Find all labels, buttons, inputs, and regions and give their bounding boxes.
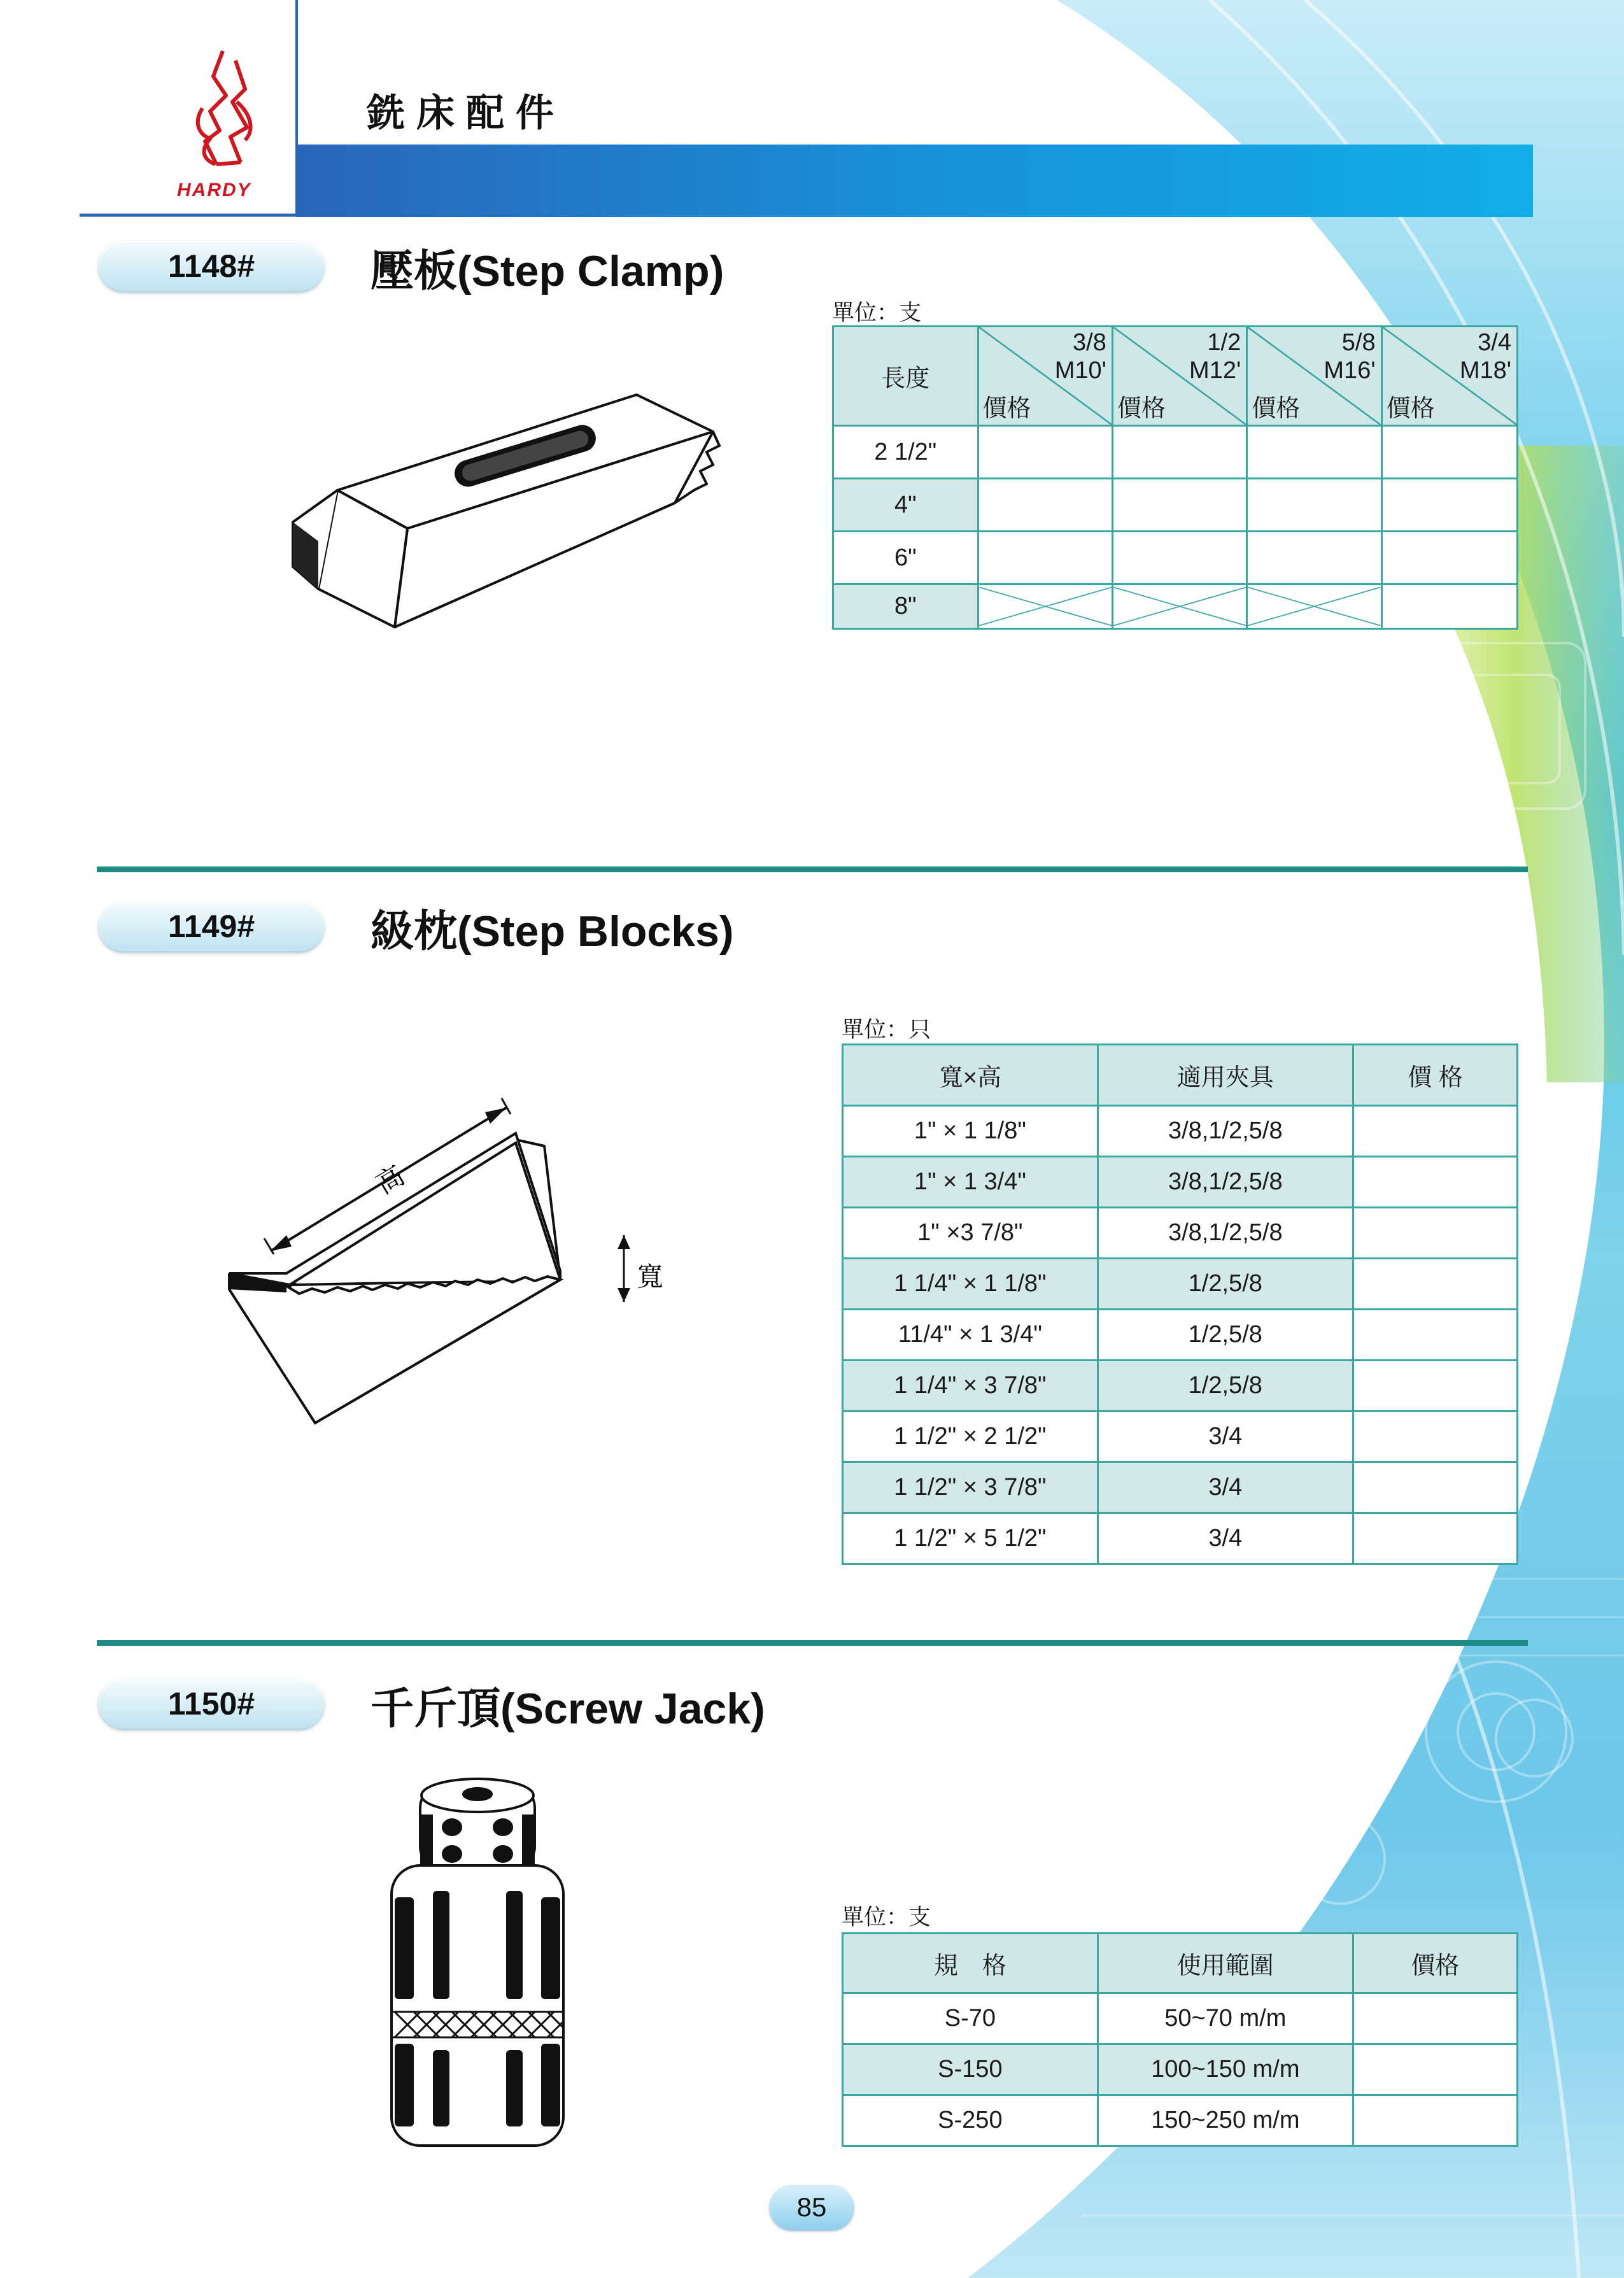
screw-jack-illustration bbox=[382, 1770, 573, 2158]
row-length: 6" bbox=[833, 532, 978, 584]
price-cell bbox=[1112, 426, 1246, 479]
section-title-step-clamp: 壓板(Step Clamp) bbox=[371, 247, 724, 295]
unavailable-cell bbox=[1112, 584, 1246, 629]
cell-size: 1" × 1 3/4" bbox=[843, 1157, 1098, 1208]
cell-price bbox=[1353, 1411, 1517, 1462]
price-cell bbox=[1381, 479, 1517, 532]
step-clamp-table bbox=[832, 325, 1518, 630]
table-row bbox=[843, 2095, 1518, 2146]
section-badge-1149: 1149# bbox=[99, 902, 324, 951]
table-row bbox=[843, 1513, 1518, 1564]
cell-size: 1 1/4" × 3 7/8" bbox=[843, 1361, 1098, 1411]
cell-clamp: 3/4 bbox=[1098, 1411, 1353, 1462]
table-row bbox=[843, 1208, 1518, 1259]
step-blocks-table bbox=[842, 1043, 1518, 1565]
table-row bbox=[843, 1259, 1518, 1310]
unit-label-1148: 單位：支 bbox=[832, 301, 922, 325]
cell-clamp: 1/2,5/8 bbox=[1098, 1361, 1353, 1411]
table-row bbox=[833, 584, 1518, 629]
price-cell bbox=[1247, 426, 1381, 479]
price-cell bbox=[1247, 532, 1381, 584]
price-cell bbox=[1381, 532, 1517, 584]
cell-price bbox=[1353, 1462, 1517, 1513]
cell-price bbox=[1353, 2044, 1517, 2095]
cell-range: 100~150 m/m bbox=[1098, 2044, 1353, 2095]
cell-clamp: 3/8,1/2,5/8 bbox=[1098, 1106, 1353, 1157]
cell-size: 1" × 1 1/8" bbox=[843, 1106, 1098, 1157]
cell-size: 1 1/4" × 1 1/8" bbox=[843, 1259, 1098, 1310]
header-width-height: 寬×高 bbox=[843, 1045, 1098, 1106]
table-row bbox=[843, 2044, 1518, 2095]
section-badge-1148: 1148# bbox=[99, 241, 324, 291]
step-blocks-illustration bbox=[216, 1082, 700, 1439]
table-row bbox=[843, 1361, 1518, 1411]
table-row bbox=[833, 426, 1518, 479]
price-cell bbox=[1381, 584, 1517, 629]
price-cell bbox=[978, 479, 1112, 532]
section-divider bbox=[97, 1640, 1528, 1646]
page-title: 銑床配件 bbox=[367, 91, 565, 136]
cell-clamp: 3/8,1/2,5/8 bbox=[1098, 1157, 1353, 1208]
cell-price bbox=[1353, 1361, 1517, 1411]
section-title-screw-jack: 千斤頂(Screw Jack) bbox=[371, 1685, 765, 1733]
cell-clamp: 3/8,1/2,5/8 bbox=[1098, 1208, 1353, 1259]
table-row bbox=[833, 479, 1518, 532]
cell-price bbox=[1353, 1310, 1517, 1361]
logo-text: HARDY bbox=[177, 180, 251, 201]
cell-spec: S-150 bbox=[843, 2044, 1098, 2095]
table-row bbox=[843, 1310, 1518, 1361]
row-length: 2 1/2" bbox=[833, 426, 978, 479]
table-row bbox=[843, 1411, 1518, 1462]
cell-size: 1 1/2" × 3 7/8" bbox=[843, 1462, 1098, 1513]
header-size-3-8: 3/8 M10' 價格 bbox=[978, 327, 1112, 426]
cell-price bbox=[1353, 1993, 1517, 2044]
cell-clamp: 1/2,5/8 bbox=[1098, 1259, 1353, 1310]
cell-range: 50~70 m/m bbox=[1098, 1993, 1353, 2044]
step-clamp-illustration bbox=[280, 382, 726, 637]
cell-price bbox=[1353, 1259, 1517, 1310]
cell-spec: S-250 bbox=[843, 2095, 1098, 2146]
header-spec: 規 格 bbox=[843, 1934, 1098, 1993]
cell-price bbox=[1353, 2095, 1517, 2146]
cell-price bbox=[1353, 1106, 1517, 1157]
logo-emblem-icon bbox=[0, 0, 297, 210]
height-label: 高 bbox=[371, 1159, 410, 1200]
header-size-5-8: 5/8 M16' 價格 bbox=[1247, 327, 1381, 426]
price-cell bbox=[978, 532, 1112, 584]
cell-size: 11/4" × 1 3/4" bbox=[843, 1310, 1098, 1361]
price-cell bbox=[978, 426, 1112, 479]
cell-price bbox=[1353, 1157, 1517, 1208]
table-row bbox=[843, 1157, 1518, 1208]
table-row bbox=[833, 532, 1518, 584]
unavailable-cell bbox=[978, 584, 1112, 629]
width-label: 寬 bbox=[637, 1261, 664, 1292]
header-range: 使用範圍 bbox=[1098, 1934, 1353, 1993]
cell-clamp: 3/4 bbox=[1098, 1462, 1353, 1513]
table-row bbox=[843, 1462, 1518, 1513]
cell-clamp: 1/2,5/8 bbox=[1098, 1310, 1353, 1361]
page-number: 85 bbox=[770, 2185, 854, 2230]
cell-spec: S-70 bbox=[843, 1993, 1098, 2044]
row-length: 8" bbox=[833, 584, 978, 629]
cell-clamp: 3/4 bbox=[1098, 1513, 1353, 1564]
header-size-3-4: 3/4 M18' 價格 bbox=[1381, 327, 1517, 426]
table-row bbox=[843, 1993, 1518, 2044]
cell-size: 1" ×3 7/8" bbox=[843, 1208, 1098, 1259]
row-length: 4" bbox=[833, 479, 978, 532]
cell-size: 1 1/2" × 2 1/2" bbox=[843, 1411, 1098, 1462]
header-length: 長度 bbox=[833, 327, 978, 426]
header-size-1-2: 1/2 M12' 價格 bbox=[1112, 327, 1246, 426]
cell-price bbox=[1353, 1513, 1517, 1564]
cell-price bbox=[1353, 1208, 1517, 1259]
unavailable-cell bbox=[1247, 584, 1381, 629]
cell-size: 1 1/2" × 5 1/2" bbox=[843, 1513, 1098, 1564]
section-divider bbox=[97, 867, 1528, 872]
unit-label-1150: 單位：支 bbox=[842, 1905, 931, 1930]
header-price: 價 格 bbox=[1353, 1045, 1517, 1106]
unit-label-1149: 單位：只 bbox=[842, 1017, 931, 1042]
price-cell bbox=[1112, 479, 1246, 532]
cell-range: 150~250 m/m bbox=[1098, 2095, 1353, 2146]
section-title-step-blocks: 級枕(Step Blocks) bbox=[371, 907, 734, 956]
header-applicable-clamp: 適用夾具 bbox=[1098, 1045, 1353, 1106]
hardy-logo bbox=[0, 0, 297, 210]
price-cell bbox=[1112, 532, 1246, 584]
table-row bbox=[843, 1106, 1518, 1157]
price-cell bbox=[1381, 426, 1517, 479]
screw-jack-table bbox=[842, 1932, 1518, 2147]
header-price: 價格 bbox=[1353, 1934, 1517, 1993]
section-badge-1150: 1150# bbox=[99, 1679, 324, 1729]
price-cell bbox=[1247, 479, 1381, 532]
